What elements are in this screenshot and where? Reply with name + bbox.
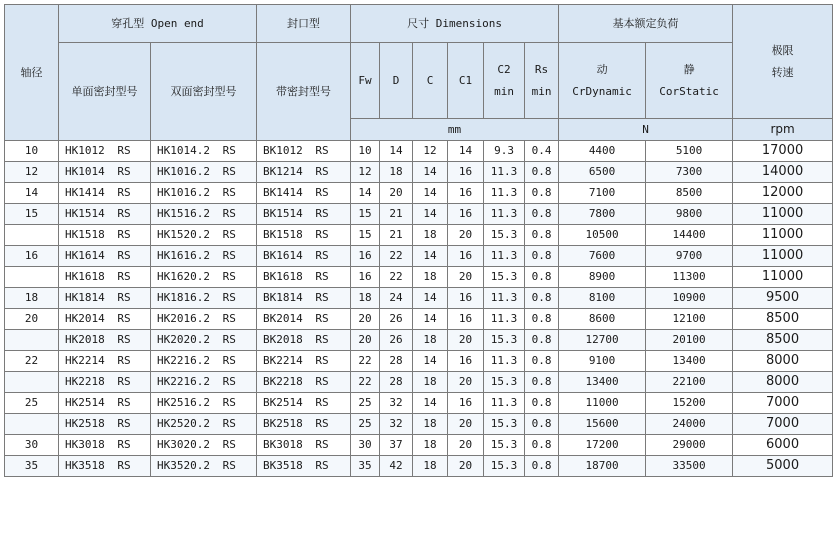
cell-c1: 20: [448, 225, 484, 246]
cell-fw: 12: [351, 162, 380, 183]
cell-double-seal-model: HK3020.2 RS: [151, 435, 257, 456]
cell-c2: 11.3: [484, 393, 525, 414]
cell-c: 14: [413, 309, 448, 330]
table-row: [5, 225, 833, 246]
table-row: [5, 456, 833, 477]
cell-c1: 16: [448, 309, 484, 330]
cell-c1: 20: [448, 456, 484, 477]
cell-fw: 16: [351, 267, 380, 288]
header-c1: C1: [448, 43, 484, 119]
cell-c2: 11.3: [484, 204, 525, 225]
cell-speed-limit: 6000: [733, 435, 833, 456]
table-row: [5, 393, 833, 414]
cell-shaft-diameter: 20: [5, 309, 59, 330]
cell-c1: 20: [448, 435, 484, 456]
cell-sealed-model: BK3518 RS: [257, 456, 351, 477]
cell-c: 18: [413, 414, 448, 435]
cell-shaft-diameter: [5, 414, 59, 435]
rs-min-label: min: [531, 84, 552, 98]
cell-fw: 16: [351, 246, 380, 267]
header-d: D: [380, 43, 413, 119]
cell-c2: 11.3: [484, 351, 525, 372]
header-speed-limit: [733, 5, 833, 119]
header-sealed: 带密封型号: [257, 43, 351, 141]
cell-double-seal-model: HK1016.2 RS: [151, 162, 257, 183]
header-dimensions: 尺寸 Dimensions: [351, 5, 559, 43]
cell-c1: 20: [448, 267, 484, 288]
cell-d: 21: [380, 225, 413, 246]
cell-speed-limit: 14000: [733, 162, 833, 183]
table-row: [5, 141, 833, 162]
cell-double-seal-model: HK1014.2 RS: [151, 141, 257, 162]
cell-double-seal-model: HK1520.2 RS: [151, 225, 257, 246]
cell-dynamic-load: 7800: [559, 204, 646, 225]
cell-dynamic-load: 13400: [559, 372, 646, 393]
cell-c1: 16: [448, 204, 484, 225]
cell-d: 28: [380, 372, 413, 393]
static-en-label: CorStatic: [659, 84, 719, 98]
cell-c2: 15.3: [484, 267, 525, 288]
cell-double-seal-model: HK2216.2 RS: [151, 351, 257, 372]
dynamic-en-label: CrDynamic: [572, 84, 632, 98]
header-load-rating: 基本额定负荷: [559, 5, 733, 43]
header-shaft-diameter: 轴径: [5, 5, 59, 141]
cell-dynamic-load: 7600: [559, 246, 646, 267]
cell-dynamic-load: 17200: [559, 435, 646, 456]
cell-rs: 0.8: [525, 456, 559, 477]
cell-d: 22: [380, 267, 413, 288]
cell-double-seal-model: HK3520.2 RS: [151, 456, 257, 477]
cell-rs: 0.8: [525, 330, 559, 351]
cell-shaft-diameter: 10: [5, 141, 59, 162]
cell-fw: 20: [351, 309, 380, 330]
cell-fw: 25: [351, 414, 380, 435]
cell-d: 20: [380, 183, 413, 204]
cell-static-load: 10900: [646, 288, 733, 309]
cell-sealed-model: BK2518 RS: [257, 414, 351, 435]
cell-fw: 15: [351, 225, 380, 246]
cell-rs: 0.8: [525, 183, 559, 204]
table-row: [5, 204, 833, 225]
cell-single-seal-model: HK1014 RS: [59, 162, 151, 183]
cell-single-seal-model: HK1414 RS: [59, 183, 151, 204]
cell-static-load: 11300: [646, 267, 733, 288]
cell-double-seal-model: HK1516.2 RS: [151, 204, 257, 225]
cell-c2: 15.3: [484, 330, 525, 351]
cell-speed-limit: 7000: [733, 393, 833, 414]
header-double-seal: 双面密封型号: [151, 43, 257, 141]
cell-d: 26: [380, 309, 413, 330]
cell-single-seal-model: HK3018 RS: [59, 435, 151, 456]
cell-shaft-diameter: 15: [5, 204, 59, 225]
cell-speed-limit: 9500: [733, 288, 833, 309]
c2-min-label: min: [494, 84, 514, 98]
cell-speed-limit: 11000: [733, 246, 833, 267]
cell-double-seal-model: HK2020.2 RS: [151, 330, 257, 351]
cell-shaft-diameter: 12: [5, 162, 59, 183]
cell-fw: 14: [351, 183, 380, 204]
cell-c2: 15.3: [484, 456, 525, 477]
cell-dynamic-load: 8100: [559, 288, 646, 309]
cell-c: 14: [413, 288, 448, 309]
cell-sealed-model: BK1518 RS: [257, 225, 351, 246]
cell-static-load: 29000: [646, 435, 733, 456]
spec-table-container: [4, 4, 833, 477]
cell-fw: 10: [351, 141, 380, 162]
cell-static-load: 24000: [646, 414, 733, 435]
cell-sealed-model: BK1514 RS: [257, 204, 351, 225]
rs-label: Rs: [534, 63, 549, 77]
cell-dynamic-load: 11000: [559, 393, 646, 414]
cell-single-seal-model: HK1518 RS: [59, 225, 151, 246]
cell-single-seal-model: HK1814 RS: [59, 288, 151, 309]
cell-d: 22: [380, 246, 413, 267]
cell-c: 18: [413, 330, 448, 351]
cell-c: 14: [413, 351, 448, 372]
table-header: [5, 5, 833, 141]
cell-d: 14: [380, 141, 413, 162]
cell-dynamic-load: 8900: [559, 267, 646, 288]
cell-c1: 14: [448, 141, 484, 162]
header-unit-n: N: [559, 119, 733, 141]
cell-dynamic-load: 18700: [559, 456, 646, 477]
cell-c2: 11.3: [484, 183, 525, 204]
table-row: [5, 351, 833, 372]
cell-rs: 0.8: [525, 246, 559, 267]
cell-single-seal-model: HK2218 RS: [59, 372, 151, 393]
cell-shaft-diameter: 22: [5, 351, 59, 372]
cell-single-seal-model: HK3518 RS: [59, 456, 151, 477]
cell-d: 24: [380, 288, 413, 309]
cell-sealed-model: BK1618 RS: [257, 267, 351, 288]
table-row: [5, 435, 833, 456]
cell-rs: 0.8: [525, 372, 559, 393]
cell-single-seal-model: HK2514 RS: [59, 393, 151, 414]
cell-single-seal-model: HK2018 RS: [59, 330, 151, 351]
cell-c: 14: [413, 183, 448, 204]
cell-shaft-diameter: 30: [5, 435, 59, 456]
cell-speed-limit: 8000: [733, 351, 833, 372]
cell-static-load: 8500: [646, 183, 733, 204]
cell-single-seal-model: HK1514 RS: [59, 204, 151, 225]
cell-rs: 0.8: [525, 351, 559, 372]
cell-c2: 11.3: [484, 288, 525, 309]
cell-double-seal-model: HK1016.2 RS: [151, 183, 257, 204]
cell-rs: 0.8: [525, 393, 559, 414]
cell-c1: 20: [448, 372, 484, 393]
cell-rs: 0.8: [525, 309, 559, 330]
header-fw: Fw: [351, 43, 380, 119]
cell-c1: 16: [448, 288, 484, 309]
cell-speed-limit: 8500: [733, 330, 833, 351]
cell-fw: 25: [351, 393, 380, 414]
cell-c2: 15.3: [484, 225, 525, 246]
header-c2: [484, 43, 525, 119]
cell-fw: 18: [351, 288, 380, 309]
cell-speed-limit: 11000: [733, 225, 833, 246]
cell-dynamic-load: 6500: [559, 162, 646, 183]
table-row: [5, 246, 833, 267]
speed-limit-line-2: 转速: [771, 65, 794, 79]
header-closed-end: 封口型: [257, 5, 351, 43]
cell-speed-limit: 11000: [733, 267, 833, 288]
table-row: [5, 330, 833, 351]
cell-static-load: 20100: [646, 330, 733, 351]
cell-fw: 22: [351, 372, 380, 393]
cell-c: 18: [413, 435, 448, 456]
cell-c: 18: [413, 225, 448, 246]
table-row: [5, 288, 833, 309]
cell-rs: 0.8: [525, 288, 559, 309]
cell-speed-limit: 8000: [733, 372, 833, 393]
cell-sealed-model: BK2514 RS: [257, 393, 351, 414]
table-row: [5, 309, 833, 330]
cell-c1: 16: [448, 162, 484, 183]
header-c: C: [413, 43, 448, 119]
cell-c2: 11.3: [484, 246, 525, 267]
speed-limit-line-1: 极限: [771, 44, 794, 58]
cell-shaft-diameter: [5, 372, 59, 393]
cell-c2: 11.3: [484, 309, 525, 330]
cell-static-load: 9700: [646, 246, 733, 267]
cell-rs: 0.8: [525, 267, 559, 288]
cell-d: 18: [380, 162, 413, 183]
table-row: [5, 414, 833, 435]
cell-static-load: 33500: [646, 456, 733, 477]
table-row: [5, 162, 833, 183]
cell-double-seal-model: HK1620.2 RS: [151, 267, 257, 288]
cell-c: 12: [413, 141, 448, 162]
cell-c2: 15.3: [484, 372, 525, 393]
cell-static-load: 9800: [646, 204, 733, 225]
cell-double-seal-model: HK2216.2 RS: [151, 372, 257, 393]
cell-c2: 15.3: [484, 435, 525, 456]
cell-shaft-diameter: 35: [5, 456, 59, 477]
cell-d: 28: [380, 351, 413, 372]
static-cn-label: 静: [683, 63, 695, 77]
cell-shaft-diameter: 14: [5, 183, 59, 204]
cell-c1: 20: [448, 414, 484, 435]
cell-double-seal-model: HK2016.2 RS: [151, 309, 257, 330]
cell-shaft-diameter: [5, 330, 59, 351]
header-dynamic: [559, 43, 646, 119]
cell-sealed-model: BK2214 RS: [257, 351, 351, 372]
cell-d: 42: [380, 456, 413, 477]
cell-c: 18: [413, 372, 448, 393]
cell-speed-limit: 7000: [733, 414, 833, 435]
cell-c: 14: [413, 393, 448, 414]
cell-speed-limit: 11000: [733, 204, 833, 225]
cell-c1: 20: [448, 330, 484, 351]
cell-sealed-model: BK2218 RS: [257, 372, 351, 393]
cell-shaft-diameter: 18: [5, 288, 59, 309]
cell-rs: 0.4: [525, 141, 559, 162]
cell-double-seal-model: HK2520.2 RS: [151, 414, 257, 435]
cell-dynamic-load: 12700: [559, 330, 646, 351]
cell-d: 37: [380, 435, 413, 456]
cell-dynamic-load: 15600: [559, 414, 646, 435]
cell-static-load: 14400: [646, 225, 733, 246]
table-row: [5, 267, 833, 288]
cell-static-load: 15200: [646, 393, 733, 414]
cell-sealed-model: BK1214 RS: [257, 162, 351, 183]
cell-fw: 35: [351, 456, 380, 477]
cell-c: 14: [413, 162, 448, 183]
cell-c1: 16: [448, 183, 484, 204]
cell-single-seal-model: HK2518 RS: [59, 414, 151, 435]
cell-speed-limit: 8500: [733, 309, 833, 330]
cell-sealed-model: BK1012 RS: [257, 141, 351, 162]
cell-shaft-diameter: [5, 267, 59, 288]
table-row: [5, 183, 833, 204]
cell-c: 18: [413, 267, 448, 288]
cell-static-load: 13400: [646, 351, 733, 372]
header-single-seal: 单面密封型号: [59, 43, 151, 141]
cell-speed-limit: 12000: [733, 183, 833, 204]
cell-single-seal-model: HK1012 RS: [59, 141, 151, 162]
cell-c: 18: [413, 456, 448, 477]
cell-dynamic-load: 10500: [559, 225, 646, 246]
cell-double-seal-model: HK1816.2 RS: [151, 288, 257, 309]
bearing-spec-table: [4, 4, 833, 477]
cell-dynamic-load: 8600: [559, 309, 646, 330]
table-row: [5, 372, 833, 393]
cell-sealed-model: BK3018 RS: [257, 435, 351, 456]
cell-sealed-model: BK1814 RS: [257, 288, 351, 309]
cell-d: 32: [380, 393, 413, 414]
cell-fw: 20: [351, 330, 380, 351]
cell-static-load: 5100: [646, 141, 733, 162]
cell-double-seal-model: HK1616.2 RS: [151, 246, 257, 267]
cell-single-seal-model: HK2214 RS: [59, 351, 151, 372]
cell-shaft-diameter: [5, 225, 59, 246]
cell-rs: 0.8: [525, 435, 559, 456]
cell-c1: 16: [448, 393, 484, 414]
cell-c2: 9.3: [484, 141, 525, 162]
cell-single-seal-model: HK1614 RS: [59, 246, 151, 267]
cell-dynamic-load: 4400: [559, 141, 646, 162]
header-rs: [525, 43, 559, 119]
cell-c: 14: [413, 204, 448, 225]
header-unit-rpm: rpm: [733, 119, 833, 141]
cell-sealed-model: BK1614 RS: [257, 246, 351, 267]
cell-single-seal-model: HK2014 RS: [59, 309, 151, 330]
cell-c1: 16: [448, 246, 484, 267]
cell-rs: 0.8: [525, 204, 559, 225]
dynamic-cn-label: 动: [596, 63, 608, 77]
cell-static-load: 12100: [646, 309, 733, 330]
header-open-end: 穿孔型 Open end: [59, 5, 257, 43]
cell-d: 21: [380, 204, 413, 225]
cell-rs: 0.8: [525, 225, 559, 246]
cell-sealed-model: BK2014 RS: [257, 309, 351, 330]
cell-fw: 15: [351, 204, 380, 225]
cell-c2: 15.3: [484, 414, 525, 435]
cell-c1: 16: [448, 351, 484, 372]
cell-dynamic-load: 9100: [559, 351, 646, 372]
cell-rs: 0.8: [525, 414, 559, 435]
cell-sealed-model: BK2018 RS: [257, 330, 351, 351]
cell-speed-limit: 17000: [733, 141, 833, 162]
cell-c: 14: [413, 246, 448, 267]
cell-d: 26: [380, 330, 413, 351]
cell-fw: 22: [351, 351, 380, 372]
cell-dynamic-load: 7100: [559, 183, 646, 204]
c2-label: C2: [497, 63, 511, 77]
cell-speed-limit: 5000: [733, 456, 833, 477]
cell-static-load: 22100: [646, 372, 733, 393]
cell-shaft-diameter: 16: [5, 246, 59, 267]
cell-static-load: 7300: [646, 162, 733, 183]
header-static: [646, 43, 733, 119]
header-unit-mm: mm: [351, 119, 559, 141]
cell-shaft-diameter: 25: [5, 393, 59, 414]
cell-rs: 0.8: [525, 162, 559, 183]
cell-d: 32: [380, 414, 413, 435]
cell-double-seal-model: HK2516.2 RS: [151, 393, 257, 414]
cell-c2: 11.3: [484, 162, 525, 183]
table-body: [5, 141, 833, 477]
cell-fw: 30: [351, 435, 380, 456]
cell-single-seal-model: HK1618 RS: [59, 267, 151, 288]
cell-sealed-model: BK1414 RS: [257, 183, 351, 204]
